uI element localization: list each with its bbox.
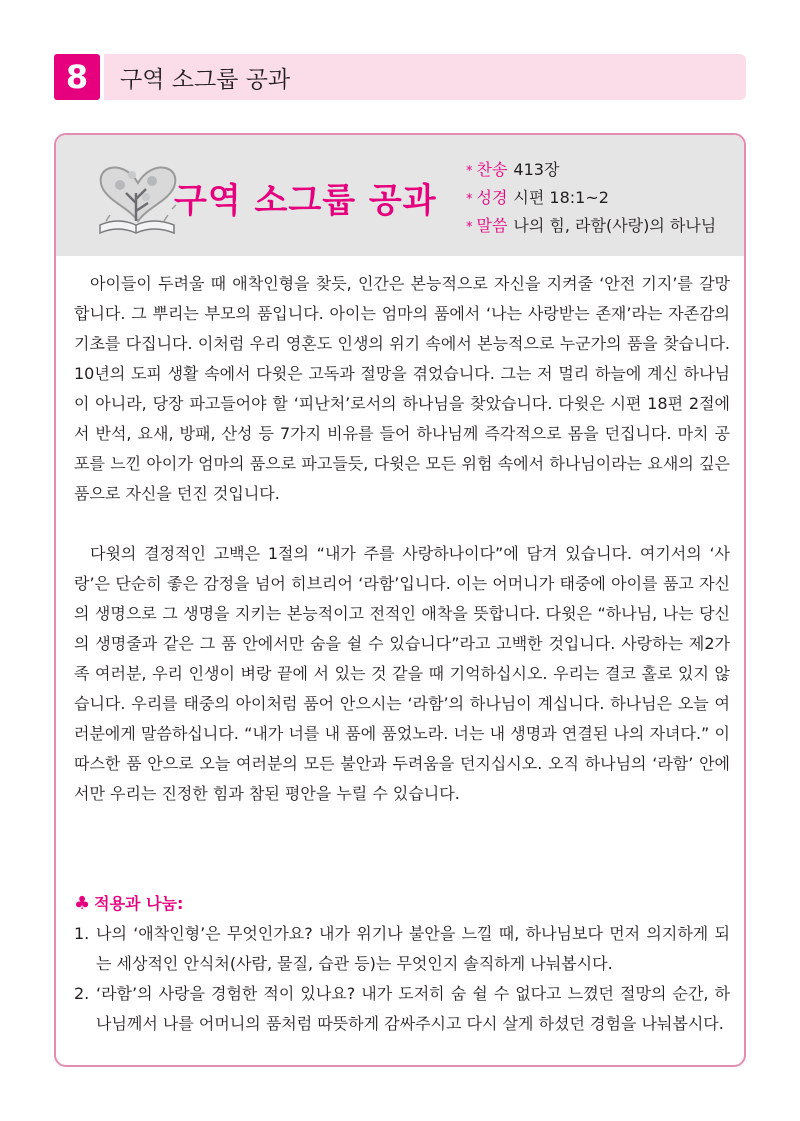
meta-value: 나의 힘, 라함(사랑)의 하나님 [513, 216, 717, 235]
card-title: 구역 소그룹 공과 [174, 181, 437, 221]
body-paragraph: 다윗의 결정적인 고백은 1절의 “내가 주를 사랑하나이다”에 담겨 있습니다. 여기서의 ‘사랑’은 단순히 좋은 감정을 넘어 히브리어 ‘라함’입니다. 이는 어머니가 태중에 아이를 품고 자신의 생명으로 그 생명을 지키는 본능적이고 전적인 애착을 뜻합니다. 다윗은 “하나님, 나는 당신의 생명줄과 같은 그 품 안에서만 숨을 쉴 수 있습니다”라고 고백한 것입니다. 사랑하는 제2가족 여러분, 우리 인생이 벼랑 끝에 서 있는 것 같을 때 기억하십시오. 우리는 결코 홀로 있지 않습니다. 우리를 태중의 아이처럼 품어 안으시는 ‘라함’의 하나님이 계십니다. 하나님은 오늘 여러분에게 말씀하십니다. “내가 너를 내 품에 품었노라. 너는 내 생명과 연결된 나의 자녀다.” 이 따스한 품 안으로 오늘 여러분의 모든 불안과 두려움을 던지십시오. 오직 하나님의 ‘라함’ 안에서만 우리는 진정한 힘과 참된 평안을 누릴 수 있습니다. [74, 544, 730, 803]
meta-key: 성경 [476, 188, 508, 207]
question-number: 1. [74, 924, 90, 943]
application-heading [74, 889, 730, 919]
lesson-body [74, 269, 730, 809]
page-number: 8 [54, 54, 100, 100]
asterisk-icon: * [466, 192, 473, 207]
application-section [74, 889, 730, 1039]
asterisk-icon: * [466, 164, 473, 179]
card-header [56, 135, 744, 256]
question-text: 나의 ‘애착인형’은 무엇인가요? 내가 위기나 불안을 느낄 때, 하나님보다 먼저 의지하게 되는 세상적인 안식처(사람, 물질, 습관 등)는 무엇인지 솔직하게 나눠봅시다. [96, 924, 730, 973]
section-title: 구역 소그룹 공과 [120, 66, 291, 93]
body-paragraph: 아이들이 두려울 때 애착인형을 찾듯, 인간은 본능적으로 자신을 지켜줄 ‘안전 기지’를 갈망합니다. 그 뿌리는 부모의 품입니다. 아이는 엄마의 품에서 ‘나는 사랑받는 존재’라는 자존감의 기초를 다집니다. 이처럼 우리 영혼도 인생의 위기 속에서 본능적으로 누군가의 품을 찾습니다. 10년의 도피 생활 속에서 다윗은 고독과 절망을 겪었습니다. 그는 저 멀리 하늘에 계신 하나님이 아니라, 당장 파고들어야 할 ‘피난처’로서의 하나님을 찾았습니다. 다윗은 시편 18편 2절에서 반석, 요새, 방패, 산성 등 7가지 비유를 들어 하나님께 즉각적으로 몸을 던집니다. 마치 공포를 느낀 아이가 엄마의 품으로 파고들듯, 다윗은 모든 위험 속에서 하나님이라는 요새의 깊은 품으로 자신을 던진 것입니다. [74, 274, 730, 503]
question-item [74, 919, 730, 979]
lesson-card [54, 133, 746, 1067]
meta-scripture [466, 185, 716, 213]
meta-key: 찬송 [476, 160, 508, 179]
meta-value: 시편 18:1~2 [513, 188, 609, 207]
lesson-meta [466, 157, 716, 241]
question-number: 2. [74, 984, 90, 1003]
meta-value: 413장 [513, 160, 560, 179]
meta-key: 말씀 [476, 216, 508, 235]
question-text: ‘라함’의 사랑을 경험한 적이 있나요? 내가 도저히 숨 쉴 수 없다고 느꼈던 절망의 순간, 하나님께서 나를 어머니의 품처럼 따뜻하게 감싸주시고 다시 살게 하셨던 경험을 나눠봅시다. [96, 984, 730, 1033]
application-heading-text: 적용과 나눔: [94, 894, 184, 913]
meta-sermon [466, 213, 716, 241]
club-icon: ♣ [74, 893, 91, 914]
meta-hymn [466, 157, 716, 185]
asterisk-icon: * [466, 220, 473, 235]
section-header [104, 54, 746, 100]
heart-tree-book-icon [88, 153, 188, 241]
question-item [74, 979, 730, 1039]
